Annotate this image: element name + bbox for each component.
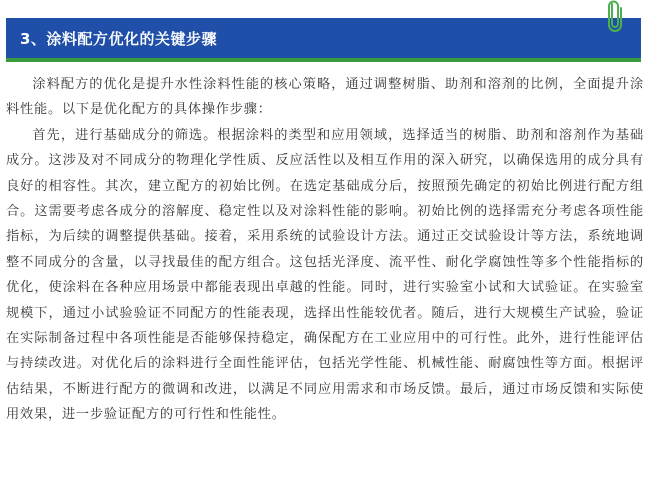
article-body (6, 72, 644, 428)
header-underline (6, 58, 641, 62)
section-header (6, 18, 641, 58)
section-title: 3、涂料配方优化的关键步骤 (20, 29, 217, 48)
paragraph-intro: 涂料配方的优化是提升水性涂料性能的核心策略，通过调整树脂、助剂和溶剂的比例，全面提升涂料性能。以下是优化配方的具体操作步骤： (6, 77, 644, 118)
paperclip-icon (606, 0, 624, 32)
paragraph-steps: 首先，进行基础成分的筛选。根据涂料的类型和应用领域，选择适当的树脂、助剂和溶剂作为基础成分。这涉及对不同成分的物理化学性质、反应活性以及相互作用的深入研究，以确保选用的成分具有良好的相容性。其次，建立配方的初始比例。在选定基础成分后，按照预先确定的初始比例进行配方组合。这需要考虑各成分的溶解度、稳定性以及对涂料性能的影响。初始比例的选择需充分考虑各项性能指标，为后续的调整提供基础。接着，采用系统的试验设计方法。通过正交试验设计等方法，系统地调整不同成分的含量，以寻找最佳的配方组合。这包括光泽度、流平性、耐化学腐蚀性等多个性能指标的优化，使涂料在各种应用场景中都能表现出卓越的性能。同时，进行实验室小试和大试验证。在实验室规模下，通过小试验验证不同配方的性能表现，选择出性能较优者。随后，进行大规模生产试验，验证在实际制备过程中各项性能是否能够保持稳定，确保配方在工业应用中的可行性。此外，进行性能评估与持续改进。对优化后的涂料进行全面性能评估，包括光学性能、机械性能、耐腐蚀性等方面。根据评估结果，不断进行配方的微调和改进，以满足不同应用需求和市场反馈。最后，通过市场反馈和实际使用效果，进一步验证配方的可行性和性能性。 (6, 127, 644, 423)
